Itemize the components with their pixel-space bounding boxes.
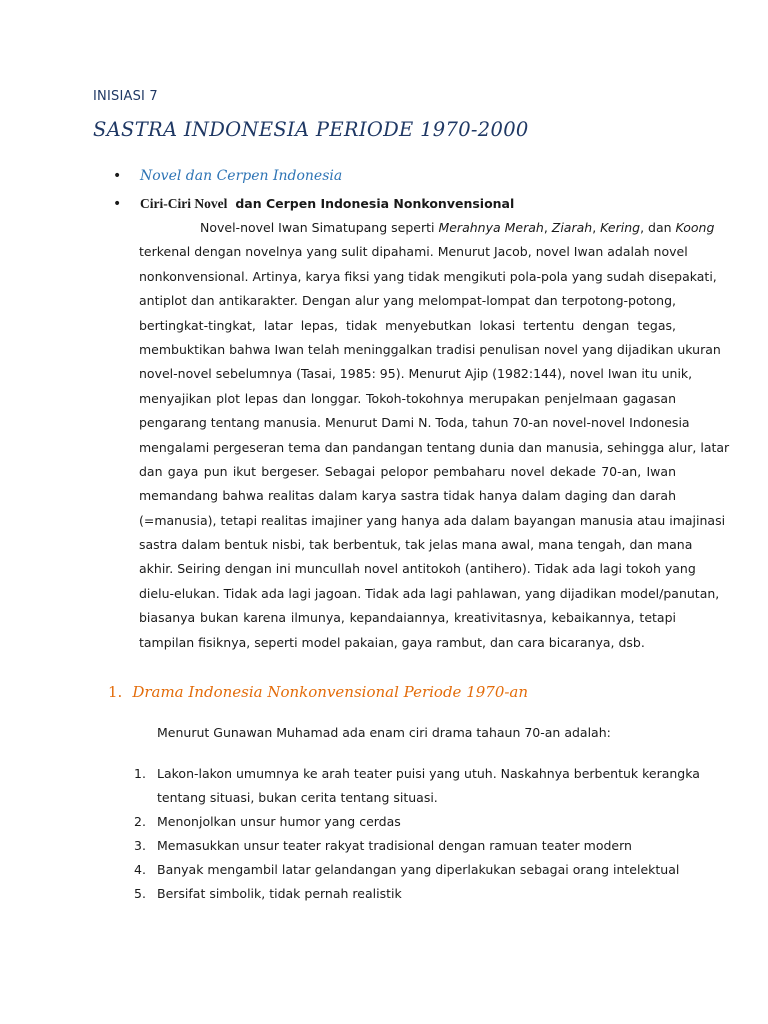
- paragraph-line: bertingkat-tingkat, latar lepas, tidak menyebutkan lokasi tertentu dengan tegas,: [139, 317, 676, 333]
- list-item-text: Banyak mengambil latar gelandangan yang diperlakukan sebagai orang intelektual: [157, 862, 680, 877]
- section-number: 1.: [108, 683, 123, 701]
- paragraph-line: memandang bahwa realitas dalam karya sastra tidak hanya dalam daging dan darah: [139, 488, 676, 504]
- list-number: 2.: [134, 814, 146, 829]
- list-number: 5.: [134, 886, 146, 901]
- list-item-text: Lakon-lakon umumnya ke arah teater puisi yang utuh. Naskahnya berbentuk kerangka: [157, 766, 700, 781]
- list-number: 3.: [134, 838, 146, 853]
- paragraph-line: terkenal dengan novelnya yang sulit dipahami. Menurut Jacob, novel Iwan adalah novel: [139, 244, 688, 260]
- page-title: SASTRA INDONESIA PERIODE 1970-2000: [93, 118, 529, 141]
- bullet-item-novel-cerpen: [113, 165, 514, 193]
- bullet-list: [113, 165, 514, 217]
- list-number: 4.: [134, 862, 146, 877]
- paragraph-line: Novel-novel Iwan Simatupang seperti Merahnya Merah, Ziarah, Kering, dan Koong: [200, 220, 715, 235]
- list-item: [134, 762, 700, 810]
- paragraph-line: pengarang tentang manusia. Menurut Dami N. Toda, tahun 70-an novel-novel Indonesia: [139, 415, 690, 431]
- list-item: [134, 810, 700, 834]
- intro-text: Menurut Gunawan Muhamad ada enam ciri drama tahaun 70-an adalah:: [157, 725, 611, 740]
- paragraph-line: novel-novel sebelumnya (Tasai, 1985: 95). Menurut Ajip (1982:144), novel Iwan itu unik,: [139, 366, 693, 382]
- list-number: 1.: [134, 766, 146, 781]
- list-item-text: Memasukkan unsur teater rakyat tradisional dengan ramuan teater modern: [157, 838, 632, 853]
- bullet-icon: •: [113, 196, 122, 212]
- bullet-heading: Novel dan Cerpen Indonesia: [140, 168, 343, 184]
- list-item-continuation: tentang situasi, bukan cerita tentang situasi.: [157, 790, 438, 805]
- list-item-text: Bersifat simbolik, tidak pernah realistik: [157, 886, 402, 901]
- paragraph-line: mengalami pergeseran tema dan pandangan tentang dunia dan manusia, sehingga alur, latar: [139, 439, 730, 455]
- bullet-subheading-serif: Ciri-Ciri Novel: [140, 196, 228, 211]
- section-heading: [108, 683, 528, 701]
- inisiasi-label: INISIASI 7: [93, 89, 158, 104]
- list-item: [134, 834, 700, 858]
- paragraph-line: akhir. Seiring dengan ini muncullah novel antitokoh (antihero). Tidak ada lagi tokoh yang: [139, 561, 696, 577]
- paragraph-line: biasanya bukan karena ilmunya, kepandaiannya, kreativitasnya, kebaikannya, tetapi: [139, 610, 676, 626]
- numbered-list: [134, 762, 700, 906]
- list-item: [134, 882, 700, 906]
- bullet-subheading: [140, 196, 514, 211]
- bullet-icon: •: [113, 168, 122, 184]
- paragraph-line: menyajikan plot lepas dan longgar. Tokoh-tokohnya merupakan penjelmaan gagasan: [139, 390, 676, 406]
- list-item-text: Menonjolkan unsur humor yang cerdas: [157, 814, 401, 829]
- paragraph-line: dan gaya pun ikut bergeser. Sebagai pelopor pembaharu novel dekade 70-an, Iwan: [139, 463, 676, 479]
- section-title: Drama Indonesia Nonkonvensional Periode 1970-an: [132, 683, 529, 701]
- paragraph-line: (=manusia), tetapi realitas imajiner yang hanya ada dalam bayangan manusia atau imajinasi: [139, 512, 726, 528]
- paragraph-line: nonkonvensional. Artinya, karya fiksi yang tidak mengikuti pola-pola yang sudah disepakati,: [139, 268, 717, 284]
- bullet-subheading-rest: dan Cerpen Indonesia Nonkonvensional: [235, 196, 515, 211]
- bullet-item-ciri-ciri: [113, 193, 514, 217]
- body-paragraph: [139, 216, 730, 655]
- paragraph-line: dielu-elukan. Tidak ada lagi jagoan. Tidak ada lagi pahlawan, yang dijadikan model/panutan,: [139, 585, 720, 601]
- paragraph-line: antiplot dan antikarakter. Dengan alur yang melompat-lompat dan terpotong-potong,: [139, 293, 676, 309]
- paragraph-line: membuktikan bahwa Iwan telah meninggalkan tradisi penulisan novel yang dijadikan ukuran: [139, 341, 721, 357]
- list-item: [134, 858, 700, 882]
- paragraph-line: sastra dalam bentuk nisbi, tak berbentuk, tak jelas mana awal, mana tengah, dan mana: [139, 537, 693, 553]
- paragraph-line: tampilan fisiknya, seperti model pakaian, gaya rambut, dan cara bicaranya, dsb.: [139, 634, 645, 650]
